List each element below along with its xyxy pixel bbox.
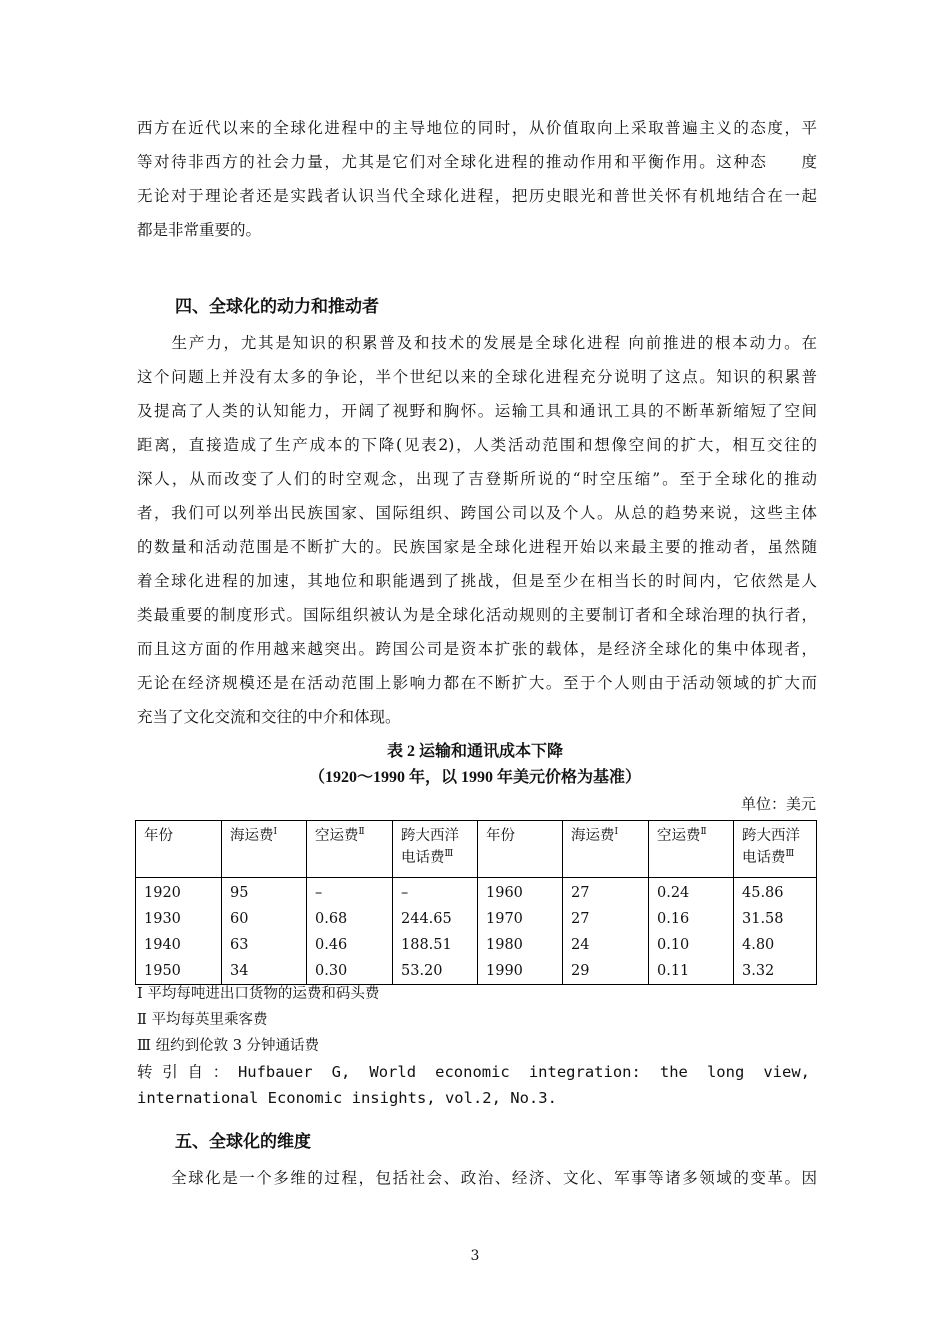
table-cell: 0.11 xyxy=(649,958,734,985)
table-cell: 0.46 xyxy=(307,932,393,958)
section-4-line: 深人，从而改变了人们的时空观念，出现了吉登斯所说的“时空压缩”。至于全球化的推动 xyxy=(137,470,817,488)
table-cell: 1970 xyxy=(478,906,563,932)
table-row xyxy=(136,958,817,985)
table-cell: – xyxy=(307,878,393,907)
header-note-mark: Ⅱ xyxy=(700,827,707,838)
table-source-line-1: 转引自：Hufbauer G, World economic integration: the long view, xyxy=(137,1063,810,1081)
table-cell: 0.30 xyxy=(307,958,393,985)
header-note-mark: Ⅰ xyxy=(273,827,278,838)
table-header-row xyxy=(136,821,817,878)
section-4-line: 充当了文化交流和交往的中介和体现。 xyxy=(137,708,401,726)
table-cell: 95 xyxy=(222,878,307,907)
table-cell: 3.32 xyxy=(734,958,817,985)
section-4-line: 及提高了人类的认知能力，开阔了视野和胸怀。运输工具和通讯工具的不断革新缩短了空间 xyxy=(137,402,817,420)
section-5-heading: 五、全球化的维度 xyxy=(175,1132,311,1152)
intro-line-2: 等对待非西方的社会力量，尤其是它们对全球化进程的推动作用和平衡作用。这种态 度 xyxy=(137,153,817,171)
section-4-line: 类最重要的制度形式。国际组织被认为是全球化活动规则的主要制订者和全球治理的执行者， xyxy=(137,606,817,624)
header-transatlantic-call: 跨大西洋电话费$^Ⅲ$ xyxy=(393,821,478,878)
table-cell: 27 xyxy=(563,906,649,932)
table-cell: 31.58 xyxy=(734,906,817,932)
table-row xyxy=(136,906,817,932)
section-4-line: 而且这方面的作用越来越突出。跨国公司是资本扩张的载体，是经济全球化的集中体现者， xyxy=(137,640,817,658)
section-4-line: 距离，直接造成了生产成本的下降(见表2)，人类活动范围和想像空间的扩大，相互交往的 xyxy=(137,436,817,454)
table-cell: 24 xyxy=(563,932,649,958)
table-cell: 0.16 xyxy=(649,906,734,932)
table-cell: 1950 xyxy=(136,958,222,985)
header-note-mark: Ⅲ xyxy=(785,849,795,860)
table-cell: 188.51 xyxy=(393,932,478,958)
table-cell: 27 xyxy=(563,878,649,907)
table-cell: 45.86 xyxy=(734,878,817,907)
table-cell: 1920 xyxy=(136,878,222,907)
header-note-mark: Ⅰ xyxy=(614,827,619,838)
header-note-mark: Ⅱ xyxy=(358,827,365,838)
transport-cost-table xyxy=(135,820,817,985)
table-cell: 1930 xyxy=(136,906,222,932)
table-cell: 1990 xyxy=(478,958,563,985)
table-cell: 63 xyxy=(222,932,307,958)
table-cell: 60 xyxy=(222,906,307,932)
section-4-line: 这个问题上并没有太多的争论，半个世纪以来的全球化进程充分说明了这点。知识的积累普 xyxy=(137,368,817,386)
table-cell: 1980 xyxy=(478,932,563,958)
intro-line-1: 西方在近代以来的全球化进程中的主导地位的同时，从价值取向上采取普遍主义的态度，平 xyxy=(137,119,817,137)
table-cell: 244.65 xyxy=(393,906,478,932)
header-air-fare: 空运费$^Ⅱ$ xyxy=(307,821,393,878)
table-cell: – xyxy=(393,878,478,907)
table-cell: 53.20 xyxy=(393,958,478,985)
section-4-heading: 四、全球化的动力和推动者 xyxy=(175,297,379,317)
section-4-line: 的数量和活动范围是不断扩大的。民族国家是全球化进程开始以来最主要的推动者，虽然随 xyxy=(137,538,817,556)
section-4-line: 者，我们可以列举出民族国家、国际组织、跨国公司以及个人。从总的趋势来说，这些主体 xyxy=(137,504,817,522)
header-sea-freight: 海运费$^Ⅰ$ xyxy=(222,821,307,878)
table-row xyxy=(136,878,817,907)
section-4-line: 无论在经济规模还是在活动范围上影响力都在不断扩大。至于个人则由于活动领域的扩大而 xyxy=(137,674,817,692)
section-4-line: 生产力，尤其是知识的积累普及和技术的发展是全球化进程 向前推进的根本动力。在 xyxy=(137,334,817,352)
intro-line-4: 都是非常重要的。 xyxy=(137,221,262,239)
table-cell: 34 xyxy=(222,958,307,985)
header-year: 年份 xyxy=(478,821,563,878)
table-note-2: Ⅱ 平均每英里乘客费 xyxy=(137,1012,268,1028)
section-4-line: 着全球化进程的加速，其地位和职能遇到了挑战，但是至少在相当长的时间内，它依然是人 xyxy=(137,572,817,590)
header-air-fare: 空运费$^Ⅱ$ xyxy=(649,821,734,878)
table-cell: 4.80 xyxy=(734,932,817,958)
table-cell: 29 xyxy=(563,958,649,985)
section-5-line: 全球化是一个多维的过程，包括社会、政治、经济、文化、军事等诸多领域的变革。因 xyxy=(137,1169,817,1187)
header-transatlantic-call: 跨大西洋电话费$^Ⅲ$ xyxy=(734,821,817,878)
table-cell: 1940 xyxy=(136,932,222,958)
table-source-line-2: international Economic insights, vol.2, No.3. xyxy=(137,1089,557,1107)
header-sea-freight: 海运费$^Ⅰ$ xyxy=(563,821,649,878)
table-row xyxy=(136,932,817,958)
table-cell: 0.10 xyxy=(649,932,734,958)
table-cell: 0.24 xyxy=(649,878,734,907)
table-cell: 0.68 xyxy=(307,906,393,932)
table-subtitle: （1920～1990 年，以 1990 年美元价格为基准） xyxy=(308,769,641,786)
table-cell: 1960 xyxy=(478,878,563,907)
header-note-mark: Ⅲ xyxy=(444,849,454,860)
header-year: 年份 xyxy=(136,821,222,878)
table-note-3: Ⅲ 纽约到伦敦 3 分钟通话费 xyxy=(137,1038,320,1054)
table-unit: 单位：美元 xyxy=(740,795,816,813)
table-note-1: Ⅰ 平均每吨进出口货物的运费和码头费 xyxy=(137,986,380,1002)
table-title: 表 2 运输和通讯成本下降 xyxy=(386,743,563,760)
page-number: 3 xyxy=(470,1248,480,1264)
intro-line-3: 无论对于理论者还是实践者认识当代全球化进程，把历史眼光和普世关怀有机地结合在一起 xyxy=(137,187,817,205)
